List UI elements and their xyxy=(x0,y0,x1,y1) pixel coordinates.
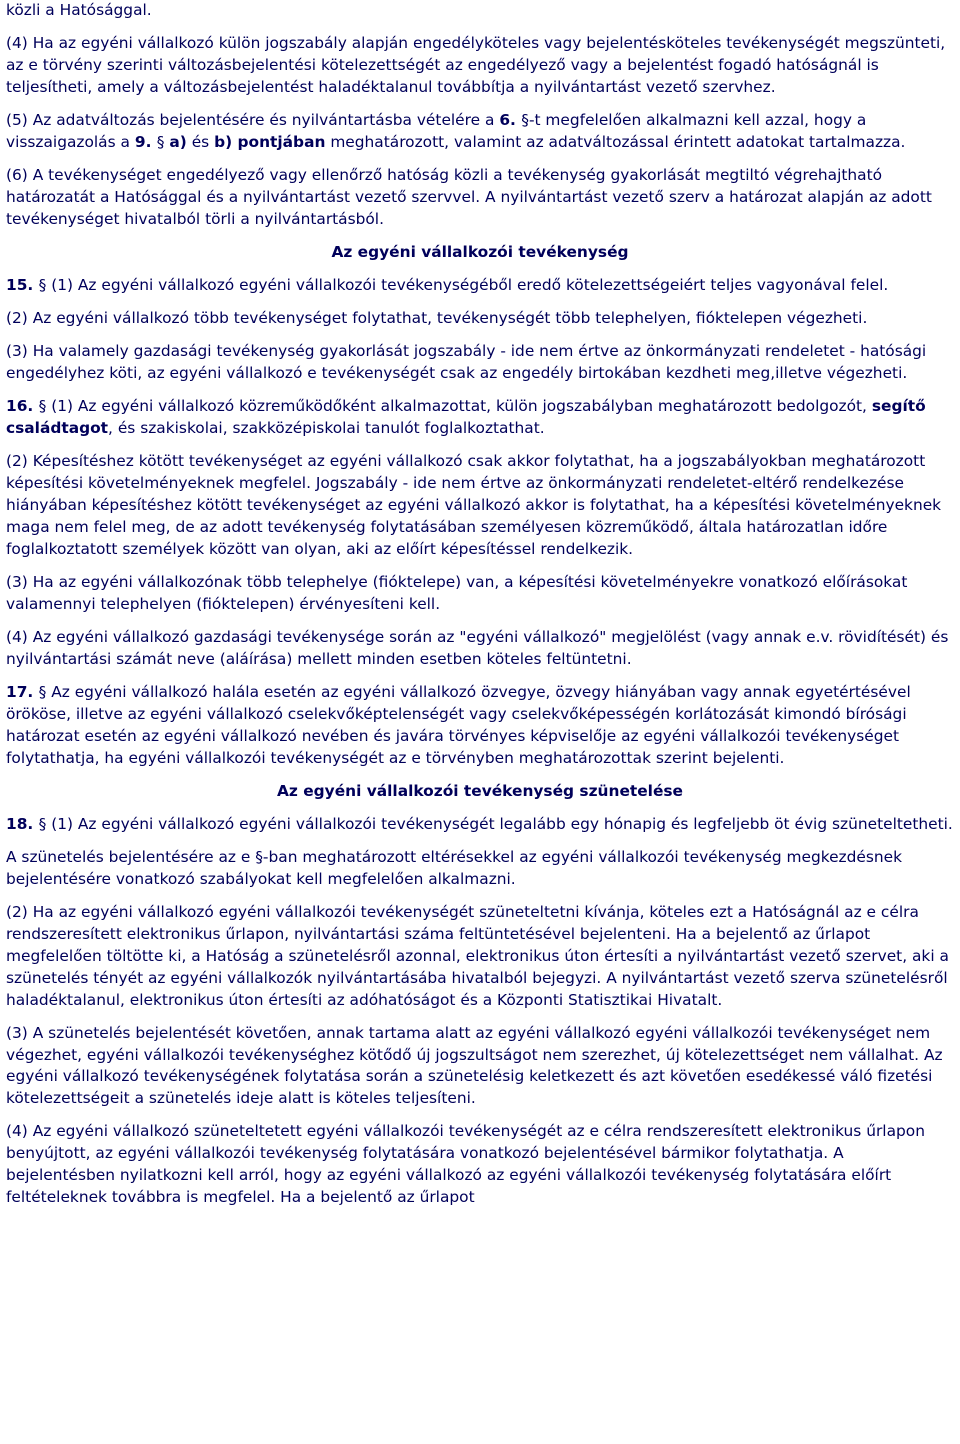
text-run: Az egyéni vállalkozói tevékenység szünetelése xyxy=(276,781,683,800)
paragraph xyxy=(6,451,954,561)
text-run: (4) Ha az egyéni vállalkozó külön jogszabály alapján engedélyköteles vagy bejelentésköteles tevékenységét megszünteti, az e törvény szerinti változásbejelentési kötelezettségét az engedélyező vagy a bejelentést fogadó hatóságnál is teljesítheti, amely a változásbejelentést haladéktalanul továbbítja a nyilvántartást vezető szervhez. xyxy=(6,34,946,96)
text-run: (2) Képesítéshez kötött tevékenységet az egyéni vállalkozó csak akkor folytathat, ha a jogszabályokban meghatározott képesítési követelményeknek megfelel. Jogszabály - ide nem értve az önkormányzati rendeletet-eltérő rendelkezése hiányában képesítéshez kötött tevékenységet az egyéni vállalkozó akkor is folytathat, ha a képesítési követelményeknek maga nem felel meg, de az adott tevékenység folytatásában személyesen közreműködő, általa határozatlan időre foglalkoztatott személyek között van olyan, aki az előírt képesítéssel rendelkezik. xyxy=(6,452,942,558)
paragraph-gap xyxy=(6,836,954,847)
text-run: közli a Hatósággal. xyxy=(6,1,152,19)
paragraph xyxy=(6,902,954,1012)
paragraph-gap xyxy=(6,385,954,396)
paragraph-gap xyxy=(6,1110,954,1121)
section-heading xyxy=(6,242,954,264)
text-run: § (1) Az egyéni vállalkozó egyéni vállalkozói tevékenységét legalább egy hónapig és legfeljebb öt évig szüneteltetheti. xyxy=(38,814,953,833)
text-run: (6) A tevékenységet engedélyező vagy ellenőrző hatóság közli a tevékenység gyakorlását megtiltó végrehajtható határozatát a Hatósággal és a nyilvántartást vezető szervvel. A nyilvántartást vezető szerv a határozat alapján az adott tevékenységet hivatalból törli a nyilvántartásból. xyxy=(6,166,932,228)
bold-text: 9. xyxy=(134,132,157,151)
bold-text: 17. xyxy=(6,682,39,701)
paragraph xyxy=(6,627,954,671)
text-run: (2) Az egyéni vállalkozó több tevékenységet folytathat, tevékenységét több telephelyen, fióktelepen végezheti. xyxy=(6,309,868,328)
bold-text: 18. xyxy=(6,814,39,833)
paragraph-gap xyxy=(6,1011,954,1022)
bold-text: 15. xyxy=(6,276,39,294)
text-run: (5) Az adatváltozás bejelentésére és nyilvántartásba vételére a xyxy=(6,111,500,129)
paragraph-gap xyxy=(6,99,954,110)
paragraph xyxy=(6,308,954,330)
text-run: (3) Ha valamely gazdasági tevékenység gyakorlását jogszabály - ide nem értve az önkormányzati rendeletet - hatósági engedélyhez köti, az egyéni vállalkozó e tevékenységét csak az engedély birtokában kezdheti meg,illetve végezheti. xyxy=(6,342,927,383)
paragraph-gap xyxy=(6,561,954,572)
paragraph-gap xyxy=(6,440,954,451)
paragraph xyxy=(6,165,954,231)
text-run: (3) A szünetelés bejelentését követően, annak tartama alatt az egyéni vállalkozó egyéni vállalkozói tevékenységet nem végezhet, egyéni vállalkozói tevékenységhez kötődő új jogszultságot nem szerezhet, új kötelezettséget nem vállalhat. Az egyéni vállalkozó tevékenységének folytatása során a szünetelésig keletkezett és azt követően esedékessé váló fizetési kötelezettségeit a szünetelés ideje alatt is köteles teljesíteni. xyxy=(6,1023,943,1108)
paragraph-gap xyxy=(6,154,954,165)
text-run: (4) Az egyéni vállalkozó szüneteltetett egyéni vállalkozói tevékenységét az e célra rendszeresített elektronikus űrlapon benyújtott, az egyéni vállalkozói tevékenység folytatására vonatkozó bejelentésével bármikor folytathatja. A bejelentésben nyilatkozni kell arról, hogy az egyéni vállalkozó az egyéni vállalkozói tevékenység folytatására előírt feltételeknek továbbra is megfelel. Ha a bejelentő az űrlapot xyxy=(6,1122,925,1207)
paragraph xyxy=(6,814,954,836)
paragraph-gap xyxy=(6,22,954,33)
text-run: § xyxy=(156,132,170,151)
paragraph xyxy=(6,110,954,154)
text-run: § (1) Az egyéni vállalkozó közreműködőként alkalmazottat, külön jogszabályban meghatározott bedolgozót, xyxy=(38,397,872,416)
paragraph-gap xyxy=(6,770,954,781)
text-run: §-t megfelelően alkalmazni kell azzal, hogy a visszaigazolás a xyxy=(6,111,867,151)
paragraph xyxy=(6,0,954,22)
paragraph xyxy=(6,572,954,616)
bold-text: a) xyxy=(169,132,187,151)
bold-text: 16. xyxy=(6,397,39,416)
text-run: § (1) Az egyéni vállalkozó egyéni vállalkozói tevékenységéből eredő kötelezettségeiért teljes vagyonával felel. xyxy=(38,276,889,294)
paragraph-gap xyxy=(6,803,954,814)
paragraph-gap xyxy=(6,671,954,682)
paragraph xyxy=(6,682,954,770)
text-run: (4) Az egyéni vállalkozó gazdasági tevékenysége során az "egyéni vállalkozó" megjelölést (vagy annak e.v. rövidítését) és nyilvántartási számát neve (aláírása) mellett minden esetben köteles feltüntetni. xyxy=(6,627,949,668)
text-run: § Az egyéni vállalkozó halála esetén az egyéni vállalkozó özvegye, özvegy hiányában vagy annak egyetértésével örököse, illetve az egyéni vállalkozó cselekvőképtelenségét vagy cselekvőképességén korlátozását kimondó bírósági határozat esetén az egyéni vállalkozó nevében és javára törvényes képviselője az egyéni vállalkozói tevékenységet folytathatja, ha egyéni vállalkozói tevékenységét az e törvényben meghatározottak szerint bejelenti. xyxy=(6,682,911,767)
section-heading xyxy=(6,781,954,803)
text-run: Az egyéni vállalkozói tevékenység xyxy=(331,242,629,261)
paragraph-gap xyxy=(6,264,954,275)
paragraph xyxy=(6,847,954,891)
text-run: A szünetelés bejelentésére az e §-ban meghatározott eltérésekkel az egyéni vállalkozói tevékenység megkezdésnek bejelentésére vonatkozó szabályokat kell megfelelően alkalmazni. xyxy=(6,847,903,888)
paragraph xyxy=(6,33,954,99)
paragraph-gap xyxy=(6,330,954,341)
text-run: (3) Ha az egyéni vállalkozónak több telephelye (fióktelepe) van, a képesítési követelményekre vonatkozó előírásokat valamennyi telephelyen (fióktelepen) érvényesíteni kell. xyxy=(6,572,908,613)
text-run: meghatározott, valamint az adatváltozással érintett adatokat tartalmazza. xyxy=(325,132,906,151)
bold-text: 6. xyxy=(499,111,522,129)
text-run: és xyxy=(186,132,215,151)
paragraph xyxy=(6,396,954,440)
paragraph-gap xyxy=(6,616,954,627)
paragraph xyxy=(6,1023,954,1111)
paragraph-gap xyxy=(6,891,954,902)
bold-text: segítő családtagot xyxy=(6,397,926,438)
text-run: , és szakiskolai, szakközépiskolai tanulót foglalkoztathat. xyxy=(108,419,545,438)
paragraph xyxy=(6,275,954,297)
paragraph-gap xyxy=(6,297,954,308)
paragraph xyxy=(6,1121,954,1209)
paragraph xyxy=(6,341,954,385)
bold-text: b) pontjában xyxy=(214,132,326,151)
paragraph-gap xyxy=(6,231,954,242)
text-run: (2) Ha az egyéni vállalkozó egyéni vállalkozói tevékenységét szüneteltetni kívánja, köteles ezt a Hatóságnál az e célra rendszeresített elektronikus űrlapon, nyilvántartási száma feltüntetésével bejelenteni. Ha a bejelentő az űrlapot megfelelően töltötte ki, a Hatóság a szünetelésről azonnal, elektronikus úton értesíti a nyilvántartást vezető szervet, aki a szünetelés tényét az egyéni vállalkozók nyilvántartásába hivatalból bejegyzi. A nyilvántartást vezető szerva szünetelésről haladéktalanul, elektronikus úton értesíti az adóhatóságot és a Központi Statisztikai Hivatalt. xyxy=(6,902,949,1009)
